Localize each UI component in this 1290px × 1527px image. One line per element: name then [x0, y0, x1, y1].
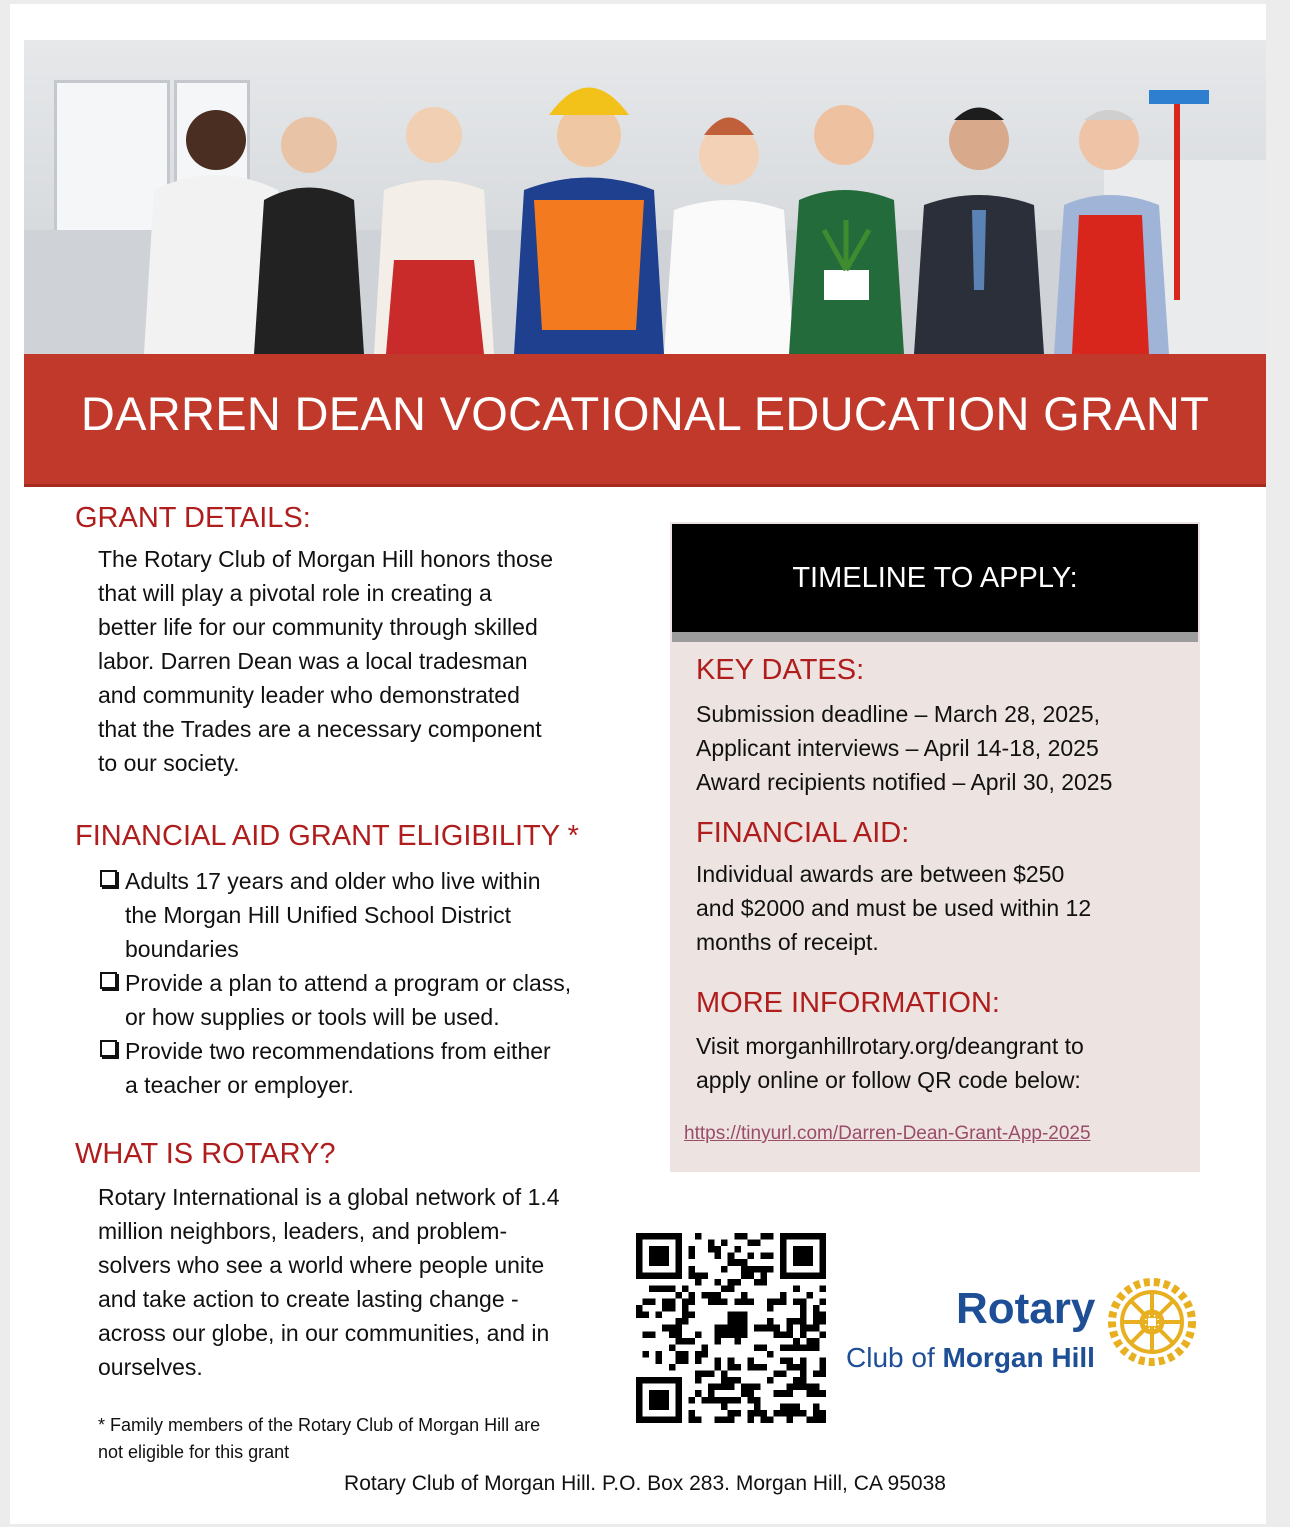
- rotary-logo: [840, 1270, 1210, 1390]
- financial-aid-text: [696, 857, 1196, 959]
- rotary-line: million neighbors, leaders, and problem-: [98, 1218, 508, 1244]
- checkbox-bullet-icon: [100, 870, 117, 887]
- key-date-item: Applicant interviews – April 14-18, 2025: [696, 735, 1099, 761]
- rotary-line: across our globe, in our communities, and in: [98, 1320, 550, 1346]
- title-banner: [24, 354, 1266, 487]
- rotary-logo-subtitle: [846, 1342, 1095, 1374]
- financial-aid-line: months of receipt.: [696, 929, 879, 955]
- timeline-header: [672, 524, 1198, 642]
- rotary-line: and take action to create lasting change -: [98, 1286, 519, 1312]
- key-date-item: Award recipients notified – April 30, 2025: [696, 769, 1113, 795]
- key-dates-heading: KEY DATES:: [696, 654, 865, 686]
- qr-code[interactable]: [636, 1233, 826, 1423]
- timeline-header-text: TIMELINE TO APPLY:: [792, 562, 1078, 594]
- eligibility-item: [98, 1034, 638, 1102]
- more-information-heading: MORE INFORMATION:: [696, 987, 1000, 1019]
- eligibility-line: Adults 17 years and older who live within: [125, 868, 541, 894]
- checkbox-bullet-icon: [100, 1040, 117, 1057]
- eligibility-item: [98, 966, 638, 1034]
- rotary-logo-sub-bold: Morgan Hill: [942, 1342, 1095, 1373]
- financial-aid-line: Individual awards are between $250: [696, 861, 1065, 887]
- eligibility-line: or how supplies or tools will be used.: [125, 1004, 500, 1030]
- eligibility-line: Provide a plan to attend a program or class,: [125, 970, 572, 996]
- grant-details-text: [98, 542, 638, 780]
- grant-details-line: to our society.: [98, 750, 240, 776]
- grant-details-line: that will play a pivotal role in creating a: [98, 580, 492, 606]
- more-info-line: apply online or follow QR code below:: [696, 1067, 1081, 1093]
- hero-photo-workers: [24, 40, 1266, 354]
- eligibility-line: boundaries: [125, 936, 239, 962]
- application-link[interactable]: https://tinyurl.com/Darren-Dean-Grant-App-2025: [684, 1123, 1091, 1144]
- grant-details-line: and community leader who demonstrated: [98, 682, 520, 708]
- grant-title: DARREN DEAN VOCATIONAL EDUCATION GRANT: [80, 387, 1210, 440]
- grant-details-line: that the Trades are a necessary component: [98, 716, 542, 742]
- eligibility-line: a teacher or employer.: [125, 1072, 354, 1098]
- what-is-rotary-text: [98, 1180, 638, 1384]
- footnote-line: * Family members of the Rotary Club of Morgan Hill are: [98, 1415, 541, 1435]
- grant-details-line: labor. Darren Dean was a local tradesman: [98, 648, 528, 674]
- eligibility-line: Provide two recommendations from either: [125, 1038, 551, 1064]
- rotary-line: solvers who see a world where people unite: [98, 1252, 545, 1278]
- checkbox-bullet-icon: [100, 972, 117, 989]
- rotary-logo-word: Rotary: [956, 1284, 1096, 1333]
- eligibility-footnote: [98, 1412, 618, 1466]
- rotary-line: Rotary International is a global network of 1.4: [98, 1184, 560, 1210]
- what-is-rotary-heading: WHAT IS ROTARY?: [75, 1138, 336, 1170]
- rotary-line: ourselves.: [98, 1354, 203, 1380]
- financial-aid-heading: FINANCIAL AID:: [696, 817, 910, 849]
- more-info-line: Visit morganhillrotary.org/deangrant to: [696, 1033, 1084, 1059]
- rotary-wheel-icon: [1102, 1272, 1202, 1372]
- key-dates-list: [696, 697, 1196, 799]
- grant-details-heading: GRANT DETAILS:: [75, 502, 311, 534]
- eligibility-item: [98, 864, 638, 966]
- eligibility-heading: FINANCIAL AID GRANT ELIGIBILITY *: [75, 820, 579, 852]
- rotary-logo-sub-prefix: Club of: [846, 1342, 943, 1373]
- financial-aid-line: and $2000 and must be used within 12: [696, 895, 1092, 921]
- grant-details-line: The Rotary Club of Morgan Hill honors those: [98, 546, 554, 572]
- more-information-text: [696, 1029, 1196, 1097]
- eligibility-list: [98, 864, 638, 1102]
- key-date-item: Submission deadline – March 28, 2025,: [696, 701, 1101, 727]
- footnote-line: not eligible for this grant: [98, 1442, 290, 1462]
- grant-details-line: better life for our community through skilled: [98, 614, 538, 640]
- eligibility-line: the Morgan Hill Unified School District: [125, 902, 512, 928]
- footer-address: Rotary Club of Morgan Hill. P.O. Box 283. Morgan Hill, CA 95038: [344, 1472, 946, 1495]
